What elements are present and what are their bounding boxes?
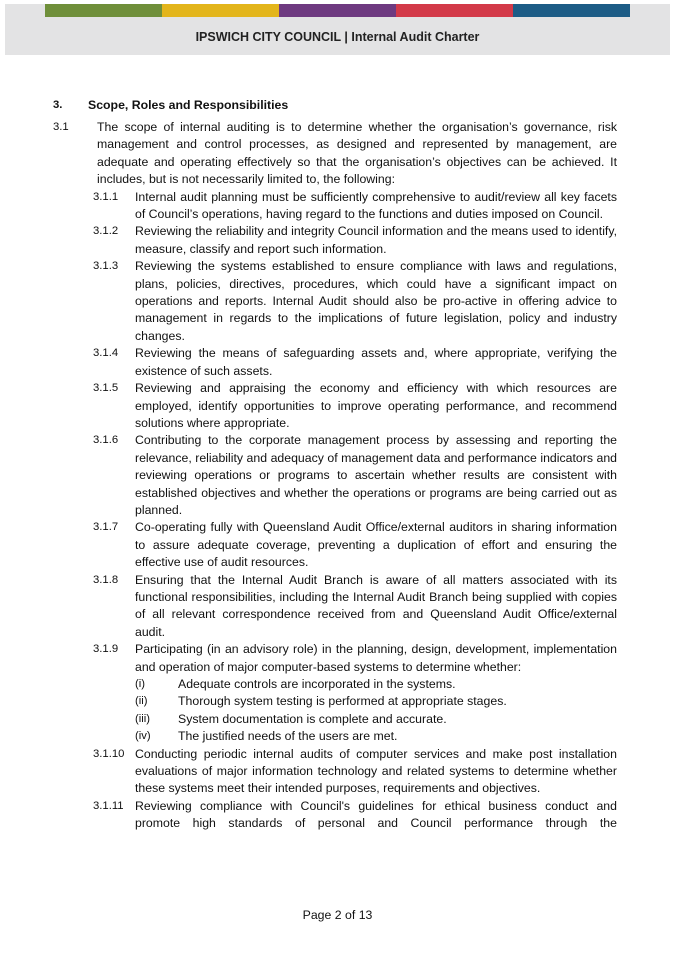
subitem-number: (ii) [135, 695, 148, 708]
item-number: 3.1.10 [93, 747, 125, 760]
item-text: Contributing to the corporate management process by assessing and reporting the relevance, reliability and adequacy of management data and performance indicators and reviewing operations or programs to ascertain whether results are consistent with established objectives and whether the operations or programs are being carried out as planned. [135, 433, 617, 517]
item-number: 3.1.1 [93, 190, 119, 203]
list-item [0, 380, 675, 432]
item-number: 3.1.9 [93, 643, 119, 656]
item-text: Ensuring that the Internal Audit Branch is aware of all matters associated with its functional responsibilities, including the Internal Audit Branch being supplied with copies of all relevant correspondence received from and Queensland Audit Office/external audit. [135, 572, 617, 639]
item-number: 3.1.2 [93, 225, 119, 238]
subitem-number: (iv) [135, 730, 151, 743]
list-item [0, 432, 675, 519]
item-text: Co-operating fully with Queensland Audit Office/external auditors in sharing information to assure adequate coverage, preventing a duplication of effort and ensuring the effective use of audit resources. [135, 520, 617, 570]
item-number: 3.1.4 [93, 347, 119, 360]
subitem-text: The justified needs of the users are met. [178, 729, 398, 744]
list-item [0, 223, 675, 258]
item-number: 3.1.5 [93, 382, 119, 395]
strip-purple [279, 4, 396, 17]
clause-text: The scope of internal auditing is to determine whether the organisation’s governance, risk management and control processes, as designed and represented by management, are adequate and operating effectively so that the organisation’s objectives can be achieved. It includes, but is not necessarily limited to, the following: [97, 120, 617, 187]
list-item [0, 258, 675, 345]
item-text: Participating (in an advisory role) in the planning, design, development, implementation and operation of major computer-based systems to determine whether: [135, 642, 617, 674]
item-text: Reviewing the systems established to ensure compliance with laws and regulations, plans, policies, directives, procedures, which could have a significant impact on operations and reports. Internal Audit should also be pro-active in offering advice to management in regards to the implications of future legislation, policy and industry changes. [135, 259, 617, 343]
strip-red [396, 4, 513, 17]
list-item [0, 345, 675, 380]
item-number: 3.1.8 [93, 573, 119, 586]
item-number: 3.1.3 [93, 260, 119, 273]
sub-list-item [0, 711, 675, 728]
section-number: 3. [53, 99, 63, 111]
clause-3-1 [0, 119, 675, 189]
sub-list-item [0, 676, 675, 693]
item-text: Reviewing the reliability and integrity Council information and the means used to identify, measure, classify and report such information. [135, 224, 617, 256]
clause-number: 3.1 [53, 121, 69, 133]
item-text: Conducting periodic internal audits of computer services and make post installation evaluations of major information technology and related systems to determine whether these systems meet their intended purposes, requirements and objectives. [135, 746, 617, 796]
subitem-text: Adequate controls are incorporated in the systems. [178, 677, 456, 691]
list-item [0, 519, 675, 571]
subitem-number: (i) [135, 678, 146, 690]
list-item [0, 798, 675, 833]
list-item [0, 189, 675, 224]
strip-blue [513, 4, 630, 17]
section-title: Scope, Roles and Responsibilities [88, 98, 289, 112]
list-item [0, 746, 675, 798]
sub-list-item [0, 728, 675, 745]
item-text: Internal audit planning must be sufficiently comprehensive to audit/review all key facets of Council’s operations, having regard to the functions and duties imposed on Council. [135, 189, 617, 222]
strip-green [45, 4, 162, 17]
item-text: Reviewing compliance with Council's guidelines for ethical business conduct and promote high standards of personal and Council performance through the [135, 798, 617, 831]
subitem-text: System documentation is complete and accurate. [178, 711, 447, 726]
document-body [0, 97, 675, 833]
strip-yellow [162, 4, 279, 17]
list-item [0, 641, 675, 676]
sub-list-item [0, 693, 675, 710]
item-number: 3.1.6 [93, 434, 119, 447]
page-number: Page 2 of 13 [302, 908, 373, 922]
item-text: Reviewing the means of safeguarding assets and, where appropriate, verifying the existence of such assets. [135, 346, 617, 378]
item-number: 3.1.7 [93, 521, 119, 534]
header-color-strip [45, 4, 630, 17]
item-number: 3.1.11 [93, 799, 124, 812]
section-heading [0, 97, 675, 119]
subitem-number: (iii) [135, 712, 151, 725]
subitem-text: Thorough system testing is performed at appropriate stages. [178, 694, 507, 709]
item-text: Reviewing and appraising the economy and efficiency with which resources are employed, identify opportunities to improve operating performance, and recommend solutions where appropriate. [135, 381, 617, 430]
header-title: IPSWICH CITY COUNCIL | Internal Audit Charter [195, 30, 480, 44]
list-item [0, 572, 675, 642]
